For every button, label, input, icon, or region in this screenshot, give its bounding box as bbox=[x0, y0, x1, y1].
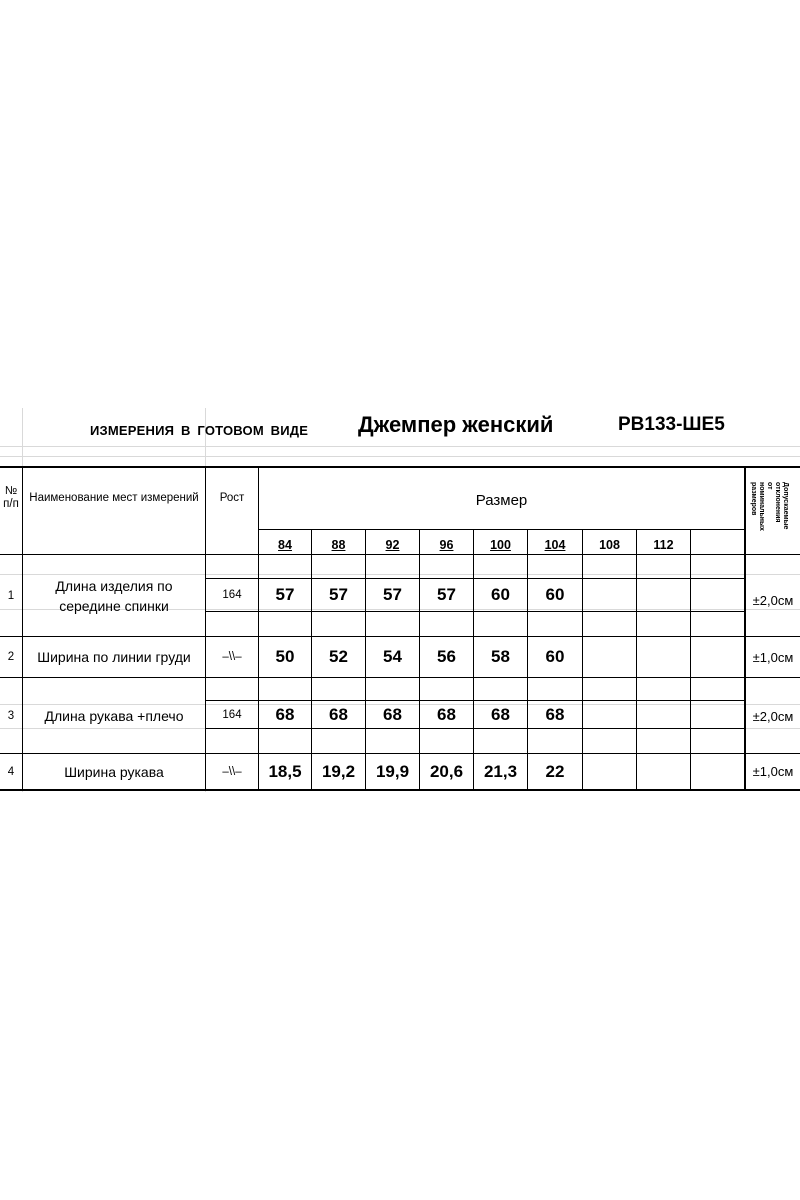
size-label: 108 bbox=[599, 538, 620, 552]
size-label: 84 bbox=[278, 538, 292, 552]
measurement-value: 19,9 bbox=[375, 761, 410, 781]
row-height: –\\– bbox=[222, 765, 242, 778]
measurement-value: 54 bbox=[383, 647, 402, 666]
size-label: 88 bbox=[331, 538, 346, 552]
measurement-value: 52 bbox=[329, 647, 348, 666]
row-tolerance: ±2,0см bbox=[752, 592, 794, 608]
col-border bbox=[582, 529, 583, 791]
col-border bbox=[690, 529, 691, 791]
row-height: 164 bbox=[222, 589, 242, 601]
size-header-border bbox=[258, 529, 744, 530]
col-border bbox=[636, 529, 637, 791]
measurement-value: 57 bbox=[383, 585, 402, 604]
measurement-value: 60 bbox=[545, 647, 565, 666]
row-number: 4 bbox=[7, 765, 15, 778]
subrow-line bbox=[205, 728, 744, 729]
measurement-sheet bbox=[0, 408, 800, 792]
row-name: Ширина рукава bbox=[64, 763, 164, 780]
col-header-number: № п/п bbox=[3, 485, 19, 510]
measurement-value: 19,2 bbox=[321, 761, 356, 781]
measurement-value: 22 bbox=[545, 761, 565, 781]
measurement-value: 60 bbox=[545, 585, 565, 604]
measurement-value: 68 bbox=[383, 704, 402, 724]
grid-line bbox=[0, 456, 800, 457]
product-title: Джемпер женский bbox=[358, 412, 554, 437]
row-name: Длина рукава +плечо bbox=[44, 708, 184, 724]
tolerance-line: от bbox=[766, 482, 773, 490]
measurement-value: 18,5 bbox=[268, 761, 302, 781]
measurement-value: 68 bbox=[437, 704, 456, 724]
measurement-value: 57 bbox=[275, 585, 295, 604]
row-border bbox=[0, 677, 800, 678]
col-header-size: Размер bbox=[475, 491, 528, 509]
measurement-value: 56 bbox=[437, 647, 456, 666]
grid-line bbox=[0, 446, 800, 447]
size-label: 112 bbox=[653, 538, 674, 552]
measurement-value: 57 bbox=[437, 585, 456, 604]
row-tolerance: ±1,0см bbox=[752, 649, 794, 665]
size-label: 92 bbox=[385, 538, 400, 552]
row-number: 3 bbox=[7, 710, 15, 722]
measurement-value: 50 bbox=[275, 647, 295, 666]
row-height: –\\– bbox=[222, 651, 242, 663]
measurement-value: 68 bbox=[275, 704, 295, 724]
measurement-value: 20,6 bbox=[429, 761, 464, 781]
measurement-value: 68 bbox=[545, 704, 565, 724]
table-top-border bbox=[0, 466, 800, 468]
product-code: РВ133-ШЕ5 bbox=[618, 414, 725, 435]
col-header-tolerance bbox=[742, 467, 796, 551]
row-name: Длина изделия по середине спинки bbox=[55, 578, 173, 614]
measurement-value: 58 bbox=[491, 647, 510, 666]
row-number: 1 bbox=[7, 590, 15, 602]
size-label: 104 bbox=[544, 538, 566, 552]
tolerance-line: размеров bbox=[750, 482, 757, 516]
row-height: 164 bbox=[222, 708, 242, 721]
tolerance-line: номинальных bbox=[758, 482, 765, 531]
tolerance-line: Допускаемые bbox=[782, 482, 789, 530]
tolerance-line: отклонения bbox=[774, 482, 781, 523]
measurement-value: 68 bbox=[329, 704, 348, 724]
measurement-value: 21,3 bbox=[483, 761, 518, 781]
row-number: 2 bbox=[7, 651, 15, 663]
subrow-line bbox=[205, 611, 744, 612]
measurement-value: 60 bbox=[491, 585, 510, 604]
table-bottom-border bbox=[0, 789, 800, 791]
row-tolerance: ±2,0см bbox=[752, 708, 794, 724]
header-bottom-border bbox=[0, 554, 800, 555]
measurements-title: ИЗМЕРЕНИЯ В ГОТОВОМ ВИДЕ bbox=[90, 423, 309, 438]
size-label: 96 bbox=[439, 538, 454, 552]
row-tolerance: ±1,0см bbox=[752, 764, 794, 779]
col-header-name: Наименование мест измерений bbox=[29, 492, 199, 504]
measurement-value: 68 bbox=[491, 704, 510, 724]
size-label: 100 bbox=[490, 538, 511, 552]
col-header-height: Рост bbox=[219, 492, 245, 504]
row-name: Ширина по линии груди bbox=[37, 649, 191, 665]
measurement-value: 57 bbox=[329, 585, 348, 604]
